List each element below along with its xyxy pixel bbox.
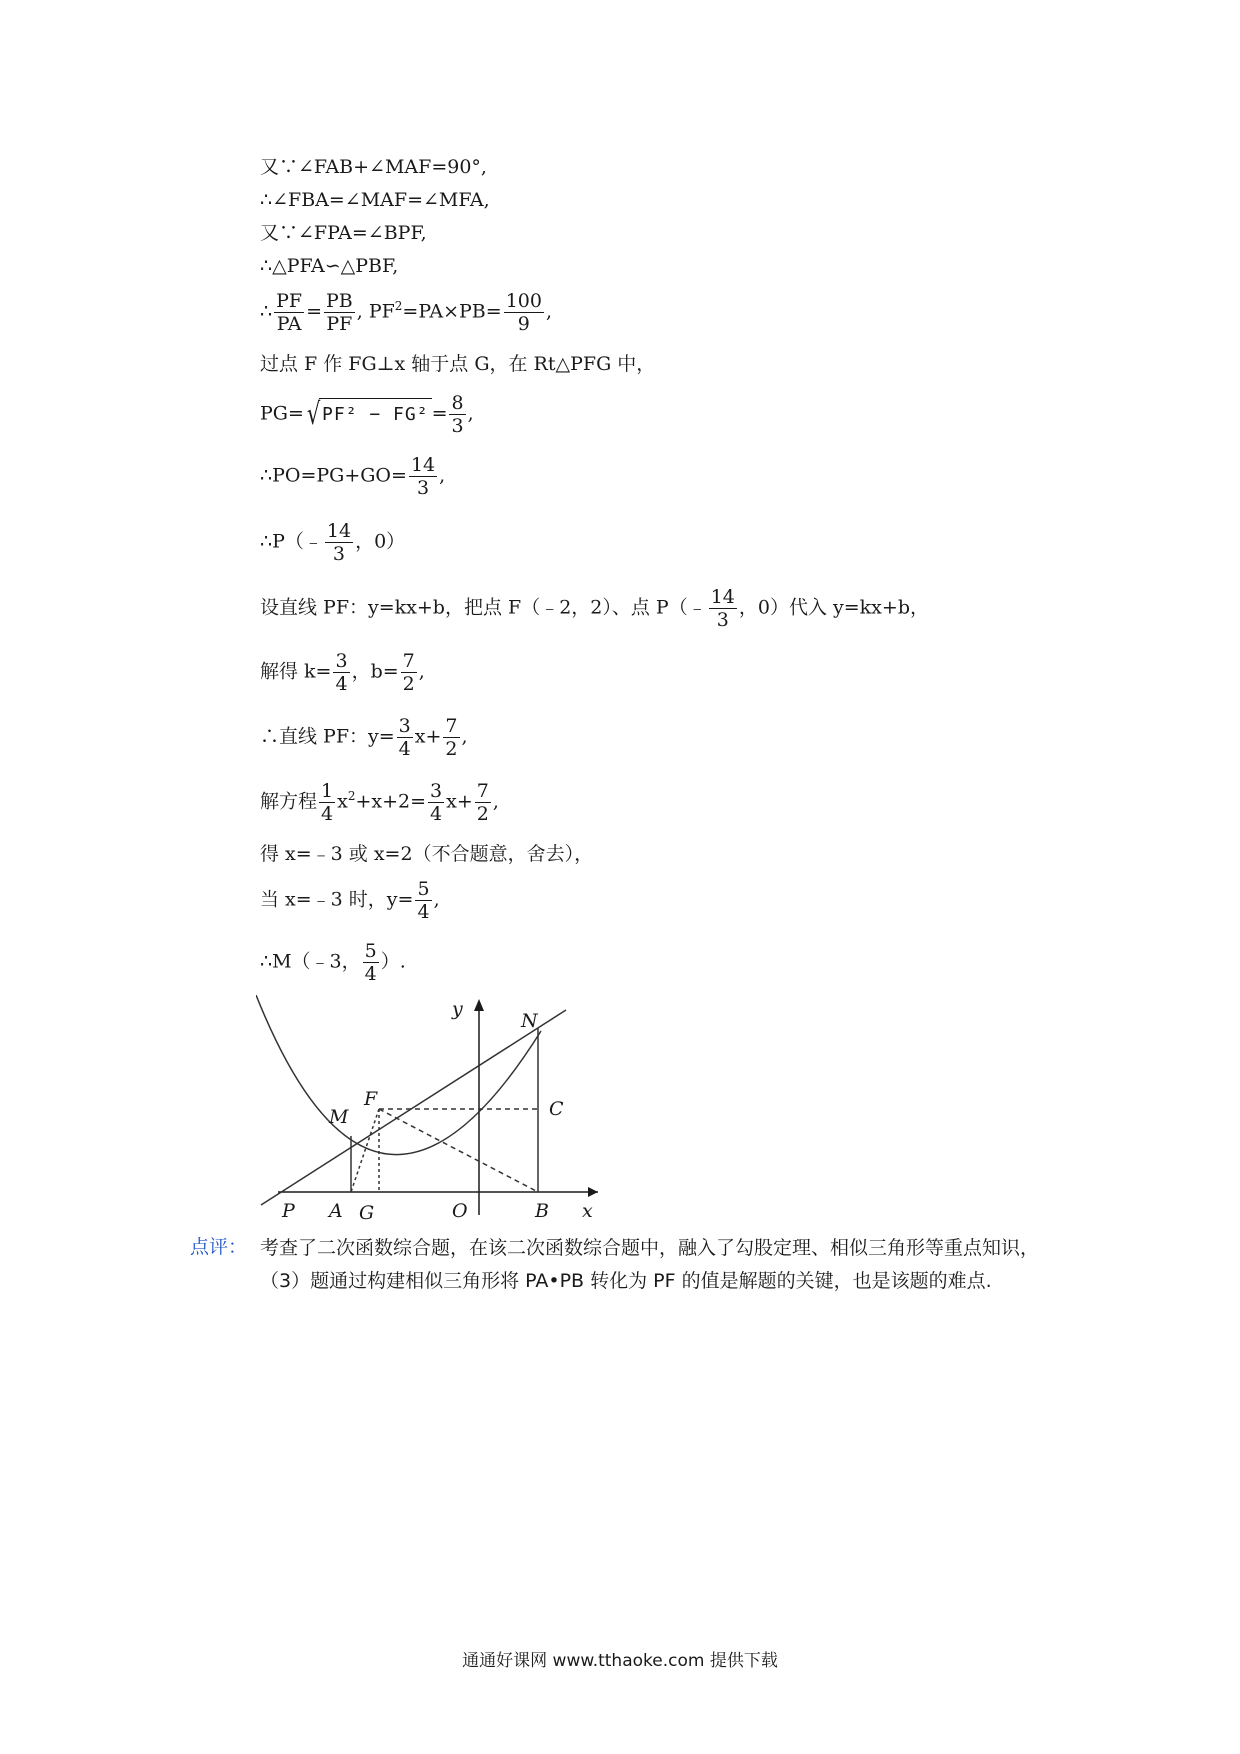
text-segment: ∴PO=PG+GO= <box>260 464 407 487</box>
text-segment: ，b= <box>351 660 399 683</box>
footer: 通通好课网 www.tthaoke.com 提供下载 <box>462 1651 778 1671</box>
fraction <box>409 454 437 499</box>
denominator: PF <box>326 313 353 335</box>
text-segment: x <box>337 790 348 813</box>
exponent: 2 <box>347 789 356 804</box>
solution-line-14: 得 x=﹣3 或 x=2（不合题意，舍去）， <box>260 843 594 865</box>
numerator: 1 <box>321 780 334 802</box>
text-segment: ，0） <box>355 530 406 553</box>
x-axis-label: x <box>582 1200 593 1222</box>
text-segment: x+ <box>414 725 442 748</box>
denominator: 4 <box>417 901 430 923</box>
numerator: 3 <box>335 650 348 672</box>
denominator: 4 <box>335 673 348 695</box>
text-segment: , <box>461 725 468 748</box>
numerator: 8 <box>451 392 464 414</box>
text-segment: 当 x=﹣3 时，y= <box>260 888 414 911</box>
numerator: 3 <box>430 780 443 802</box>
point-n-label: N <box>521 1010 538 1032</box>
numerator: 14 <box>326 520 352 542</box>
denominator: 3 <box>416 477 430 499</box>
fraction <box>415 878 431 923</box>
denominator: 2 <box>476 803 489 825</box>
numerator: 5 <box>417 878 430 900</box>
point-b-label: B <box>535 1200 549 1222</box>
text-segment: ∴直线 PF：y= <box>260 725 395 748</box>
fraction <box>504 290 544 335</box>
square-root <box>304 398 432 432</box>
comment-label: 点评： <box>190 1236 248 1258</box>
numerator: 7 <box>402 650 415 672</box>
solution-line-10 <box>260 586 929 631</box>
fraction <box>397 715 413 760</box>
solution-line-12 <box>260 715 468 760</box>
text-segment: ∴ <box>260 300 273 323</box>
numerator: 5 <box>364 940 377 962</box>
solution-line-16 <box>260 940 406 985</box>
numerator: 7 <box>445 715 458 737</box>
text-segment: 解得 k= <box>260 660 332 683</box>
text-segment: , <box>545 300 553 323</box>
numerator: 14 <box>410 454 436 476</box>
comment-text: 考查了二次函数综合题，在该二次函数综合题中，融入了勾股定理、相似三角形等重点知识，（3）题通过构建相似三角形将 PA•PB 转化为 PF 的值是解题的关键，也是该题的难点. <box>260 1237 1040 1292</box>
fraction <box>449 392 465 437</box>
text-segment: = <box>306 300 322 323</box>
numerator: PB <box>325 290 353 312</box>
denominator: 4 <box>364 963 377 985</box>
text-segment: ∴P（﹣ <box>260 530 323 553</box>
fraction <box>475 780 491 825</box>
solution-line-5 <box>260 290 552 335</box>
denominator: 4 <box>398 738 411 760</box>
fraction <box>324 290 355 335</box>
parabola <box>256 995 541 1155</box>
solution-line-4: ∴△PFA∽△PBF, <box>260 255 399 277</box>
point-g-label: G <box>359 1202 375 1224</box>
fraction <box>443 715 459 760</box>
text-segment: 设直线 PF：y=kx+b，把点 F（﹣2，2）、点 P（﹣ <box>260 596 707 619</box>
solution-line-11 <box>260 650 425 695</box>
denominator: 3 <box>451 415 464 437</box>
text-segment: , <box>492 790 499 813</box>
text-segment: , <box>467 402 474 425</box>
point-f-label: F <box>364 1088 378 1110</box>
y-axis-label: y <box>452 998 463 1020</box>
fraction <box>333 650 349 695</box>
point-m-label: M <box>329 1106 349 1128</box>
text-segment: , <box>439 464 446 487</box>
solution-line-7 <box>260 392 474 437</box>
text-segment: ，0）代入 y=kx+b， <box>738 596 929 619</box>
text-segment: 解方程 <box>260 790 318 813</box>
text-segment: ）. <box>380 950 406 973</box>
solution-line-15 <box>260 878 440 923</box>
numerator: PF <box>276 290 303 312</box>
solution-line-3: 又∵∠FPA=∠BPF, <box>260 222 427 244</box>
point-c-label: C <box>549 1098 564 1120</box>
fraction <box>274 290 304 335</box>
point-a-label: A <box>329 1200 343 1222</box>
fraction <box>709 586 737 631</box>
text-segment: PG= <box>260 402 304 425</box>
denominator: 9 <box>517 313 530 335</box>
solution-line-8 <box>260 454 445 499</box>
solution-line-2: ∴∠FBA=∠MAF=∠MFA, <box>260 189 490 211</box>
numerator: 7 <box>476 780 489 802</box>
text-segment: +x+2= <box>355 790 427 813</box>
text-segment: =PA×PB= <box>402 300 502 323</box>
solution-line-1: 又∵∠FAB+∠MAF=90°, <box>260 156 487 178</box>
point-o-label: O <box>452 1200 468 1222</box>
text-segment: , <box>433 888 440 911</box>
segment-fa <box>351 1109 379 1192</box>
solution-line-9 <box>260 520 405 565</box>
x-axis-arrow-icon <box>588 1187 598 1197</box>
fraction <box>319 780 335 825</box>
numerator: 3 <box>398 715 411 737</box>
geometry-figure <box>256 995 616 1230</box>
fraction <box>325 520 353 565</box>
fraction <box>363 940 379 985</box>
radicand: PF² − FG² <box>319 398 432 432</box>
denominator: 3 <box>716 609 729 631</box>
solution-line-6: 过点 F 作 FG⊥x 轴于点 G，在 Rt△PFG 中， <box>260 353 656 375</box>
text-segment: = <box>431 402 448 425</box>
solution-line-13 <box>260 780 499 825</box>
radical-sign: √ <box>306 396 321 432</box>
point-p-label: P <box>282 1200 295 1222</box>
denominator: 4 <box>430 803 443 825</box>
denominator: 2 <box>402 673 415 695</box>
text-segment: ∴M（﹣3， <box>260 950 361 973</box>
fraction <box>428 780 444 825</box>
denominator: 2 <box>445 738 458 760</box>
text-segment: , <box>418 660 425 683</box>
denominator: 3 <box>332 543 346 565</box>
text-segment: x+ <box>446 790 473 813</box>
denominator: PA <box>276 313 302 335</box>
fraction <box>401 650 417 695</box>
segment-fb <box>379 1109 538 1192</box>
numerator: 14 <box>710 586 735 608</box>
y-axis-arrow-icon <box>474 999 484 1011</box>
exponent: 2 <box>394 299 403 314</box>
denominator: 4 <box>321 803 334 825</box>
numerator: 100 <box>505 290 542 312</box>
text-segment: , PF <box>356 300 395 323</box>
line-pf <box>261 1010 566 1205</box>
